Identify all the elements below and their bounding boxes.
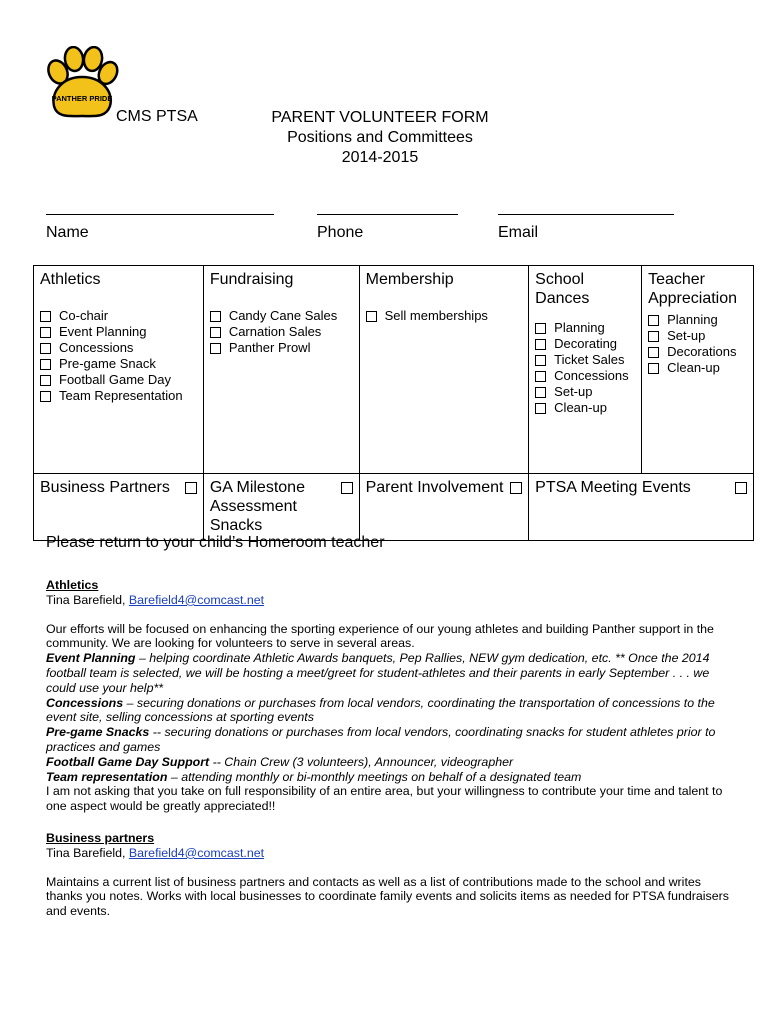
event-planning-desc xyxy=(46,651,736,695)
business-section-heading: Business partners xyxy=(46,831,155,845)
athletics-section xyxy=(46,578,736,814)
item-label: Concessions xyxy=(59,340,134,355)
item-label: Set-up xyxy=(554,384,593,399)
checkbox-icon[interactable] xyxy=(185,482,197,494)
checkbox-icon[interactable] xyxy=(40,327,51,338)
title-line-2: Positions and Committees xyxy=(287,129,473,146)
term: Football Game Day Support xyxy=(46,754,210,769)
business-email-link[interactable]: Barefield4@comcast.net xyxy=(128,845,265,860)
checkbox-icon[interactable] xyxy=(535,323,546,334)
business-desc: Maintains a current list of business partners and contacts as well as a list of contributions made to the school and writes thanks you notes. Works with local businesses to coordinate family events and solicits items as needed for PTSA fundraisers and events. xyxy=(46,874,729,919)
panther-paw-logo xyxy=(44,46,120,122)
checkbox-icon[interactable] xyxy=(535,403,546,414)
item-label: Candy Cane Sales xyxy=(228,308,338,323)
heading-line: Dances xyxy=(535,290,590,307)
checkbox-icon[interactable] xyxy=(40,391,51,402)
membership-heading: Membership xyxy=(365,271,454,288)
checkbox-item[interactable] xyxy=(648,344,747,360)
checkbox-item[interactable] xyxy=(535,320,635,336)
checkbox-item[interactable] xyxy=(40,324,197,340)
checkbox-item[interactable] xyxy=(648,312,747,328)
checkbox-icon[interactable] xyxy=(648,315,659,326)
ga-milestone-cell[interactable] xyxy=(203,474,359,541)
checkbox-icon[interactable] xyxy=(535,355,546,366)
checkbox-item[interactable] xyxy=(40,308,197,324)
ga-milestone-label xyxy=(210,478,335,535)
athletics-section-heading: Athletics xyxy=(46,578,99,592)
business-partners-cell[interactable] xyxy=(34,474,204,541)
email-line[interactable] xyxy=(498,214,674,215)
form-title xyxy=(250,108,510,168)
checkbox-item[interactable] xyxy=(648,360,747,376)
checkbox-icon[interactable] xyxy=(40,343,51,354)
ptsa-meeting-events-cell[interactable] xyxy=(529,474,754,541)
checkbox-item[interactable] xyxy=(40,356,197,372)
label-line: GA Milestone xyxy=(209,479,305,496)
item-label: Planning xyxy=(667,312,718,327)
checkbox-item[interactable] xyxy=(210,308,353,324)
athletics-heading: Athletics xyxy=(40,271,101,288)
team-desc xyxy=(46,770,736,785)
term: Event Planning xyxy=(46,651,136,666)
desc: -- Chain Crew (3 volunteers), Announcer, videographer xyxy=(209,754,514,769)
checkbox-item[interactable] xyxy=(40,388,197,404)
committees-table xyxy=(33,265,754,541)
checkbox-item[interactable] xyxy=(40,372,197,388)
business-partners-label: Business Partners xyxy=(40,479,170,496)
athletics-column xyxy=(34,266,204,474)
checkbox-icon[interactable] xyxy=(366,311,377,322)
logo-text: PANTHER PRIDE xyxy=(51,94,113,103)
checkbox-item[interactable] xyxy=(535,336,635,352)
fundraising-column xyxy=(203,266,359,474)
item-label: Set-up xyxy=(667,328,706,343)
football-desc xyxy=(46,755,736,770)
checkbox-icon[interactable] xyxy=(40,311,51,322)
contact-name: Tina Barefield, xyxy=(46,845,126,860)
item-label: Planning xyxy=(554,320,605,335)
athletics-closing: I am not asking that you take on full responsibility of an entire area, but your willingness to contribute your time and talent to one aspect would be greatly appreciated!! xyxy=(46,784,723,814)
checkbox-icon[interactable] xyxy=(535,387,546,398)
item-label: Team Representation xyxy=(59,388,183,403)
checkbox-icon[interactable] xyxy=(648,331,659,342)
checkbox-item[interactable] xyxy=(210,324,353,340)
term: Concessions xyxy=(46,695,124,710)
desc: – securing donations or purchases from local vendors, coordinating the transportation of concessions to the event site, selling concessions at sporting events xyxy=(46,695,715,725)
checkbox-item[interactable] xyxy=(366,308,523,324)
desc: – helping coordinate Athletic Awards banquets, Pep Rallies, NEW gym dedication, etc. ** Once the 2014 football team is selected, we will be hosting a meet/greet for student-athletes and their parents in early September . . . we could use your help** xyxy=(46,651,710,695)
checkbox-icon[interactable] xyxy=(648,363,659,374)
checkbox-icon[interactable] xyxy=(510,482,522,494)
item-label: Decorating xyxy=(554,336,618,351)
return-note: Please return to your child’s Homeroom teacher xyxy=(46,534,385,551)
checkbox-icon[interactable] xyxy=(535,371,546,382)
item-label: Decorations xyxy=(667,344,737,359)
item-label: Co-chair xyxy=(59,308,109,323)
checkbox-item[interactable] xyxy=(210,340,353,356)
checkbox-icon[interactable] xyxy=(341,482,353,494)
heading-line: Appreciation xyxy=(648,290,738,307)
item-label: Football Game Day xyxy=(59,372,171,387)
label-line: Assessment Snacks xyxy=(209,498,297,534)
contact-name: Tina Barefield, xyxy=(46,592,126,607)
checkbox-item[interactable] xyxy=(535,368,635,384)
item-label: Panther Prowl xyxy=(228,340,311,355)
membership-column xyxy=(359,266,529,474)
org-name: CMS PTSA xyxy=(116,108,198,125)
name-label: Name xyxy=(46,224,89,241)
checkbox-icon[interactable] xyxy=(210,343,221,354)
item-label: Concessions xyxy=(554,368,629,383)
term: Team representation xyxy=(46,769,168,784)
name-line[interactable] xyxy=(46,214,274,215)
checkbox-item[interactable] xyxy=(535,400,635,416)
school-dances-column xyxy=(529,266,642,474)
checkbox-item[interactable] xyxy=(535,384,635,400)
email-label: Email xyxy=(498,224,539,241)
checkbox-icon[interactable] xyxy=(210,327,221,338)
item-label: Clean-up xyxy=(554,400,607,415)
desc: -- securing donations or purchases from local vendors, coordinating snacks for student athletes prior to practices and games xyxy=(46,725,716,754)
checkbox-item[interactable] xyxy=(40,340,197,356)
phone-line[interactable] xyxy=(317,214,458,215)
title-line-1: PARENT VOLUNTEER FORM xyxy=(271,109,489,126)
phone-label: Phone xyxy=(317,224,364,241)
fundraising-heading: Fundraising xyxy=(209,271,294,288)
checkbox-icon[interactable] xyxy=(535,339,546,350)
item-label: Carnation Sales xyxy=(228,324,322,339)
athletics-intro: Our efforts will be focused on enhancing the sporting experience of our young athletes and building Panther support in the community. We are looking for volunteers to serve in several areas. xyxy=(46,621,714,651)
item-label: Clean-up xyxy=(667,360,720,375)
checkbox-item[interactable] xyxy=(535,352,635,368)
checkbox-icon[interactable] xyxy=(210,311,221,322)
checkbox-icon[interactable] xyxy=(648,347,659,358)
item-label: Ticket Sales xyxy=(554,352,625,367)
parent-involvement-label: Parent Involvement xyxy=(365,479,504,496)
heading-line: Teacher xyxy=(648,271,705,288)
teacher-appreciation-column xyxy=(642,266,754,474)
ptsa-meeting-events-label: PTSA Meeting Events xyxy=(535,479,691,496)
business-section xyxy=(46,831,736,919)
pregame-desc xyxy=(46,725,736,755)
parent-involvement-cell[interactable] xyxy=(359,474,529,541)
teacher-appreciation-heading xyxy=(648,270,747,308)
school-dances-heading xyxy=(535,270,635,308)
item-label: Sell memberships xyxy=(384,308,488,323)
heading-line: School xyxy=(535,271,585,288)
desc: – attending monthly or bi-monthly meetings on behalf of a designated team xyxy=(167,769,582,784)
business-contact xyxy=(46,846,736,861)
item-label: Event Planning xyxy=(59,324,147,339)
term: Pre-game Snacks xyxy=(46,725,150,740)
concessions-desc xyxy=(46,696,736,726)
checkbox-icon[interactable] xyxy=(40,359,51,370)
title-line-3: 2014-2015 xyxy=(341,149,419,166)
checkbox-item[interactable] xyxy=(648,328,747,344)
checkbox-icon[interactable] xyxy=(40,375,51,386)
athletics-contact xyxy=(46,593,736,608)
athletics-email-link[interactable]: Barefield4@comcast.net xyxy=(128,592,265,607)
checkbox-icon[interactable] xyxy=(735,482,747,494)
item-label: Pre-game Snack xyxy=(59,356,156,371)
